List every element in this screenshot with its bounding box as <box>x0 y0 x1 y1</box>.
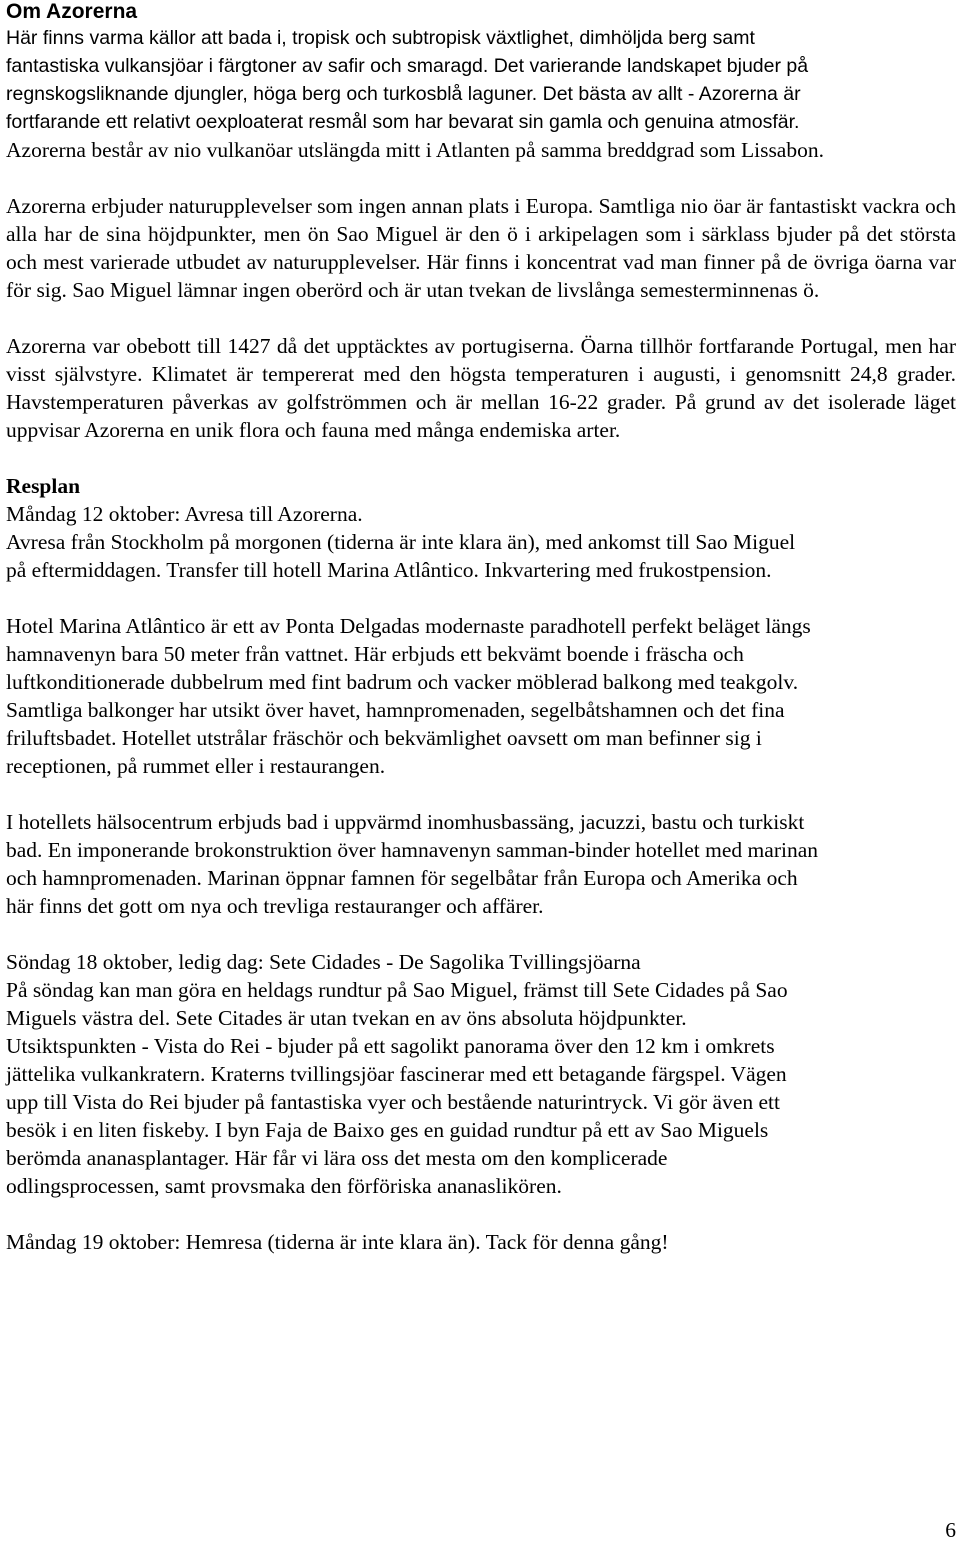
text-line: Hotel Marina Atlântico är ett av Ponta Delgadas modernaste paradhotell perfekt beläget längs <box>6 614 811 638</box>
spacer <box>6 780 956 808</box>
spacer <box>6 920 956 948</box>
hotel-paragraph <box>6 612 956 780</box>
text-line: på eftermiddagen. Transfer till hotell Marina Atlântico. Inkvartering med frukostpension. <box>6 558 772 582</box>
text-line: Samtliga balkonger har utsikt över havet, hamnpromenaden, segelbåtshamnen och det fina <box>6 698 785 722</box>
day1-heading: Måndag 12 oktober: Avresa till Azorerna. <box>6 502 363 526</box>
text-line: Miguels västra del. Sete Citades är utan tvekan en av öns absoluta höjdpunkter. <box>6 1006 687 1030</box>
day2-text <box>6 976 956 1200</box>
text-line: upp till Vista do Rei bjuder på fantastiska vyer och bestående naturintryck. Vi gör även ett <box>6 1090 780 1114</box>
spacer <box>6 444 956 472</box>
text-line: berömda ananasplantager. Här får vi lära oss det mesta om den komplicerade <box>6 1146 668 1170</box>
about-section <box>6 0 956 444</box>
text-line: jättelika vulkankratern. Kraterns tvillingsjöar fascinerar med ett betagande färgspel. Vägen <box>6 1062 787 1086</box>
about-title: Om Azorerna <box>6 0 138 23</box>
text-line: odlingsprocessen, samt provsmaka den förföriska ananaslikören. <box>6 1174 562 1198</box>
spacer <box>6 304 956 332</box>
text-line: hamnavenyn bara 50 meter från vattnet. Här erbjuds ett bekvämt boende i fräscha och <box>6 642 744 666</box>
text-line: I hotellets hälsocentrum erbjuds bad i uppvärmd inomhusbassäng, jacuzzi, bastu och turkiskt <box>6 810 805 834</box>
itinerary-section <box>6 472 956 1256</box>
document-page <box>6 0 956 1256</box>
day1-text <box>6 528 956 584</box>
text-line: regnskogsliknande djungler, höga berg och turkosblå laguner. Det bästa av allt - Azorerna är <box>6 83 801 105</box>
text-line: Avresa från Stockholm på morgonen (tiderna är inte klara än), med ankomst till Sao Miguel <box>6 530 796 554</box>
spacer <box>6 584 956 612</box>
text-line: På söndag kan man göra en heldags rundtur på Sao Miguel, främst till Sete Cidades på Sao <box>6 978 788 1002</box>
text-line: luftkonditionerade dubbelrum med fint badrum och vacker möblerad balkong med teakgolv. <box>6 670 799 694</box>
nature-paragraph: Azorerna erbjuder naturupplevelser som ingen annan plats i Europa. Samtliga nio öar är fantastiskt vackra och alla har de sina höjdpunkter, men ön Sao Miguel är den ö i arkipelagen som i särklass bjuder på det största och mest varierade utbudet av naturupplevelser. Här finns i koncentrat vad man finner på de övriga öarna var för sig. Sao Miguel lämnar ingen oberörd och är utan tvekan de livslånga semesterminnenas ö. <box>6 194 956 302</box>
day2-heading: Söndag 18 oktober, ledig dag: Sete Cidades - De Sagolika Tvillingsjöarna <box>6 950 641 974</box>
itinerary-title: Resplan <box>6 474 81 498</box>
text-line: bad. En imponerande brokonstruktion över hamnavenyn samman-binder hotellet med marinan <box>6 838 818 862</box>
text-line: här finns det gott om nya och trevliga restauranger och affärer. <box>6 894 544 918</box>
day3-line: Måndag 19 oktober: Hemresa (tiderna är inte klara än). Tack för denna gång! <box>6 1230 669 1254</box>
text-line: och hamnpromenaden. Marinan öppnar famnen för segelbåtar från Europa och Amerika och <box>6 866 798 890</box>
spacer <box>6 164 956 192</box>
text-line: Här finns varma källor att bada i, tropisk och subtropisk växtlighet, dimhöljda berg samt <box>6 27 755 49</box>
text-line: fantastiska vulkansjöar i färgtoner av safir och smaragd. Det varierande landskapet bjuder på <box>6 55 809 77</box>
text-line: fortfarande ett relativt oexploaterat resmål som har bevarat sin gamla och genuina atmosfär. <box>6 111 800 133</box>
text-line: friluftsbadet. Hotellet utstrålar fräschör och bekvämlighet oavsett om man befinner sig i <box>6 726 762 750</box>
spa-paragraph <box>6 808 956 920</box>
history-paragraph: Azorerna var obebott till 1427 då det upptäcktes av portugiserna. Öarna tillhör fortfarande Portugal, men har visst självstyre. Klimatet är tempererat med den högsta temperaturen i augusti, i genomsnitt 24,8 grader. Havstemperaturen påverkas av golfströmmen och är mellan 16-22 grader. På grund av det isolerade läget uppvisar Azorerna en unik flora och fauna med många endemiska arter. <box>6 334 956 442</box>
islands-paragraph: Azorerna består av nio vulkanöar utslängda mitt i Atlanten på samma breddgrad som Lissabon. <box>6 138 824 162</box>
spacer <box>6 1200 956 1228</box>
page-number: 6 <box>945 1518 956 1542</box>
about-intro <box>6 24 956 136</box>
text-line: besök i en liten fiskeby. I byn Faja de Baixo ges en guidad rundtur på ett av Sao Miguels <box>6 1118 769 1142</box>
text-line: Utsiktspunkten - Vista do Rei - bjuder på ett sagolikt panorama över den 12 km i omkrets <box>6 1034 775 1058</box>
text-line: receptionen, på rummet eller i restaurangen. <box>6 754 386 778</box>
